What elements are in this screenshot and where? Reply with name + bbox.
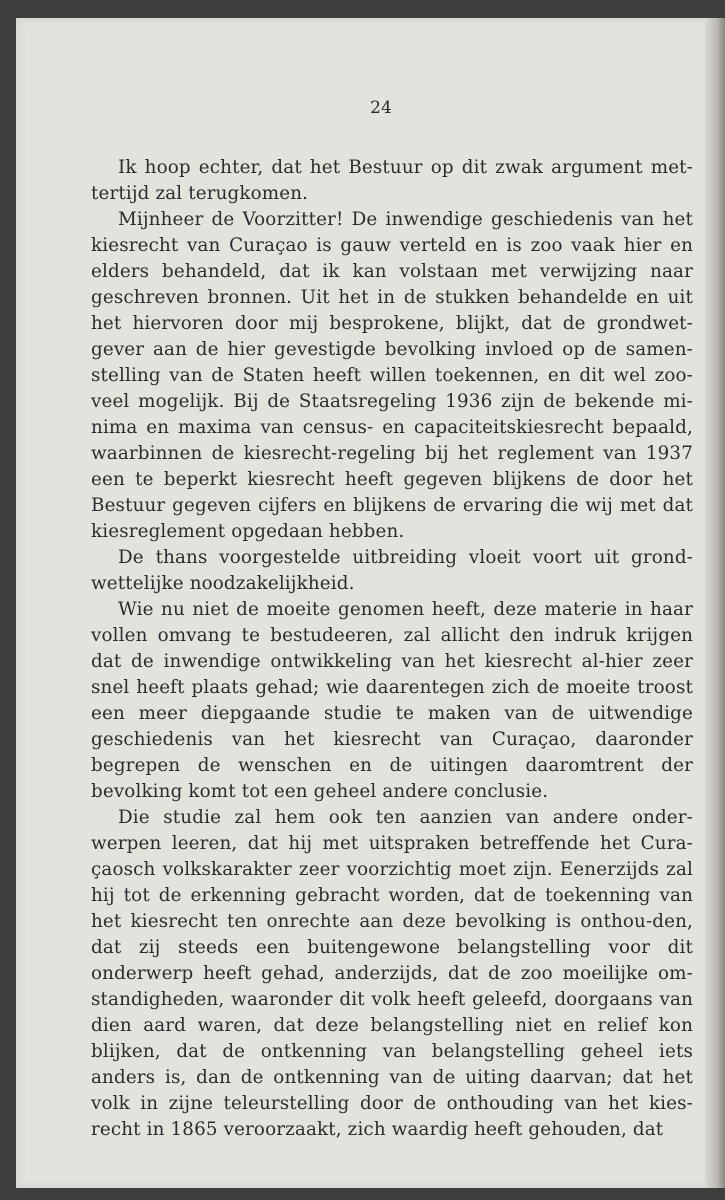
paragraph: Wie nu niet de moeite genomen heeft, deze materie in haar vollen omvang te bestudeeren, zal allicht den indruk krijgen dat de inwendige ontwikkeling van het kiesrecht al-hier zeer snel heeft plaats gehad; wie daarentegen zich de moeite troost een meer diepgaande studie te maken van de uitwendige geschiedenis van het kiesrecht van Curaçao, daaronder begrepen de wenschen en de uitingen daaromtrent der bevolking komt tot een geheel andere conclusie. — [91, 599, 693, 802]
body-text — [91, 155, 693, 1143]
paragraph: Mijnheer de Voorzitter! De inwendige geschiedenis van het kiesrecht van Curaçao is gauw verteld en is zoo vaak hier en elders behandeld, dat ik kan volstaan met verwijzing naar geschreven bronnen. Uit het in de stukken behandelde en uit het hiervoren door mij besprokene, blijkt, dat de grondwet-gever aan de hier gevestigde bevolking invloed op de samen-stelling van de Staten heeft willen toekennen, en dit wel zoo-veel mogelijk. Bij de Staatsregeling 1936 zijn de bekende mi-nima en maxima van census- en capaciteitskiesrecht bepaald, waarbinnen de kiesrecht-regeling bij het reglement van 1937 een te beperkt kiesrecht heeft gegeven blijkens de door het Bestuur gegeven cijfers en blijkens de ervaring die wij met dat kiesreglement opgedaan hebben. — [91, 209, 693, 542]
page-edge — [705, 18, 725, 1188]
page-number: 24 — [370, 98, 392, 118]
paragraph: De thans voorgestelde uitbreiding vloeit voort uit grond-wettelijke noodzakelijkheid. — [91, 547, 693, 594]
paragraph: Die studie zal hem ook ten aanzien van andere onder-werpen leeren, dat hij met uitspraken betreffende het Cura-çaosch volkskarakter zeer voorzichtig moet zijn. Eenerzijds zal hij tot de erkenning gebracht worden, dat de toekenning van het kiesrecht ten onrechte aan deze bevolking is onthou-den, dat zij steeds een buitengewone belangstelling voor dit onderwerp heeft gehad, anderzijds, dat de zoo moeilijke om-standigheden, waaronder dit volk heeft geleefd, doorgaans van dien aard waren, dat deze belangstelling niet en relief kon blijken, dat de ontkenning van belangstelling geheel iets anders is, dan de ontkenning van de uiting daarvan; dat het volk in zijne teleurstelling door de onthouding van het kies-recht in 1865 veroorzaakt, zich waardig heeft gehouden, dat — [91, 807, 693, 1140]
paragraph: Ik hoop echter, dat het Bestuur op dit zwak argument met-tertijd zal terugkomen. — [91, 157, 693, 204]
